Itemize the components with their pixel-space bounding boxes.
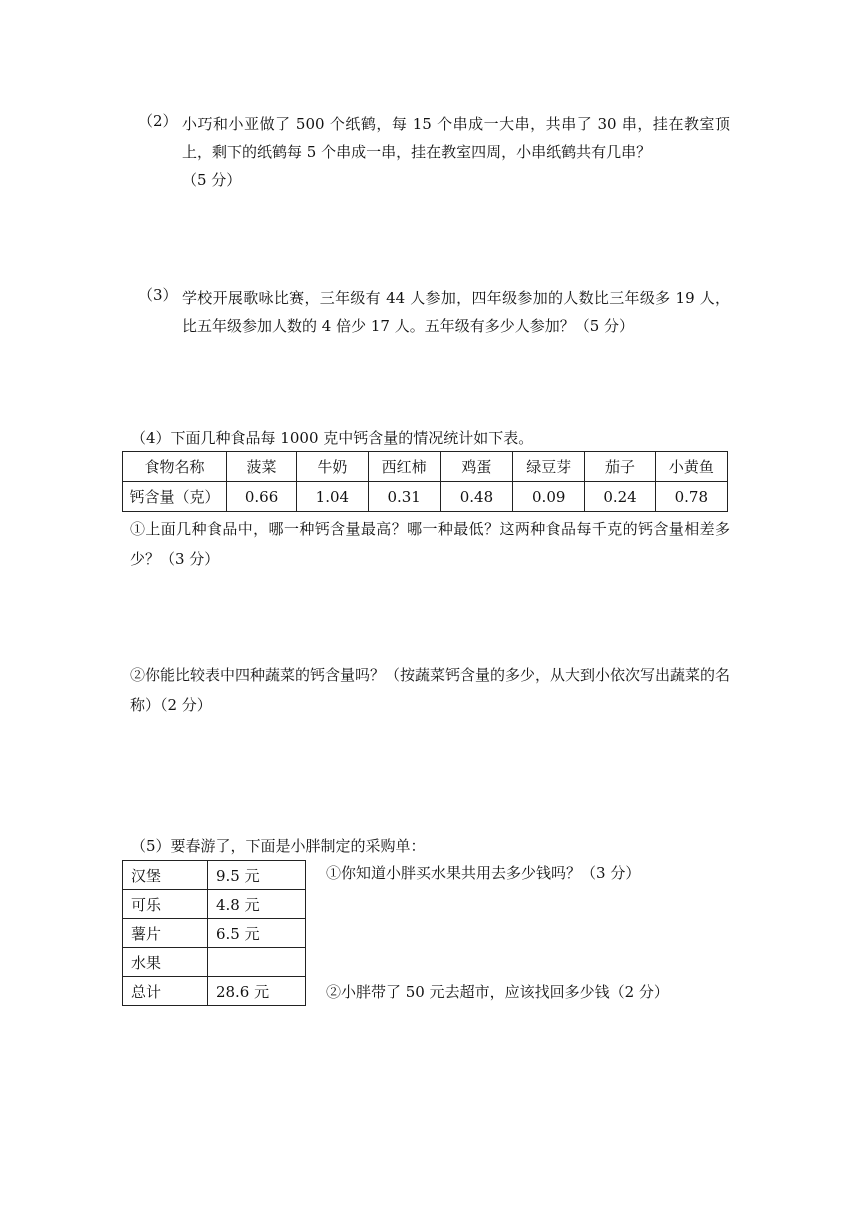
- table-cell: 绿豆芽: [513, 452, 585, 482]
- table-cell: 0.31: [368, 482, 440, 512]
- table-row: [123, 948, 306, 977]
- table-cell: 4.8 元: [207, 890, 305, 919]
- table-row: [123, 482, 728, 512]
- table-cell: [207, 948, 305, 977]
- table-row: [123, 452, 728, 482]
- table-cell: 茄子: [585, 452, 655, 482]
- question-5-sub1: ①你知道小胖买水果共用去多少钱吗？（3 分）: [326, 864, 641, 882]
- table-cell: 28.6 元: [207, 977, 305, 1006]
- question-5-sub2: ②小胖带了 50 元去超市，应该找回多少钱（2 分）: [326, 983, 669, 1001]
- question-5-intro: （5）要春游了，下面是小胖制定的采购单：: [131, 837, 426, 855]
- question-2-score: （5 分）: [182, 171, 242, 189]
- table-cell: 食物名称: [123, 452, 227, 482]
- question-2-text: [182, 110, 730, 194]
- table-cell: 水果: [123, 948, 208, 977]
- table-cell: 0.78: [655, 482, 727, 512]
- question-4-sub2: ②你能比较表中四种蔬菜的钙含量吗？（按蔬菜钙含量的多少，从大到小依次写出蔬菜的名称）（2 分）: [130, 666, 731, 714]
- question-2-number: （2）: [138, 112, 178, 130]
- table-cell: 汉堡: [123, 861, 208, 890]
- question-3-text: 学校开展歌咏比赛，三年级有 44 人参加，四年级参加的人数比三年级多 19 人，比五年级参加人数的 4 倍少 17 人。五年级有多少人参加？（5 分）: [182, 289, 730, 335]
- table-cell: 菠菜: [226, 452, 296, 482]
- table-cell: 钙含量（克）: [123, 482, 227, 512]
- table-row: [123, 919, 306, 948]
- table-cell: 6.5 元: [207, 919, 305, 948]
- table-cell: 0.66: [226, 482, 296, 512]
- shopping-list-table: [122, 860, 306, 1006]
- question-3-number: （3）: [138, 286, 178, 304]
- question-4-sub1: ①上面几种食品中，哪一种钙含量最高？哪一种最低？这两种食品每千克的钙含量相差多少？（3 分）: [130, 520, 730, 568]
- question-2-body: 小巧和小亚做了 500 个纸鹤，每 15 个串成一大串，共串了 30 串，挂在教室顶上，剩下的纸鹤每 5 个串成一串，挂在教室四周，小串纸鹤共有几串？: [182, 115, 730, 161]
- table-cell: 0.09: [513, 482, 585, 512]
- table-cell: 西红柿: [368, 452, 440, 482]
- table-cell: 9.5 元: [207, 861, 305, 890]
- table-cell: 薯片: [123, 919, 208, 948]
- table-cell: 0.24: [585, 482, 655, 512]
- table-row: [123, 861, 306, 890]
- table-cell: 总计: [123, 977, 208, 1006]
- table-cell: 小黄鱼: [655, 452, 727, 482]
- table-cell: 可乐: [123, 890, 208, 919]
- table-cell: 鸡蛋: [440, 452, 512, 482]
- table-cell: 牛奶: [297, 452, 368, 482]
- calcium-table: [122, 451, 728, 512]
- table-row: [123, 890, 306, 919]
- question-4-intro: （4）下面几种食品每 1000 克中钙含量的情况统计如下表。: [131, 429, 534, 447]
- table-cell: 0.48: [440, 482, 512, 512]
- table-row: [123, 977, 306, 1006]
- table-cell: 1.04: [297, 482, 368, 512]
